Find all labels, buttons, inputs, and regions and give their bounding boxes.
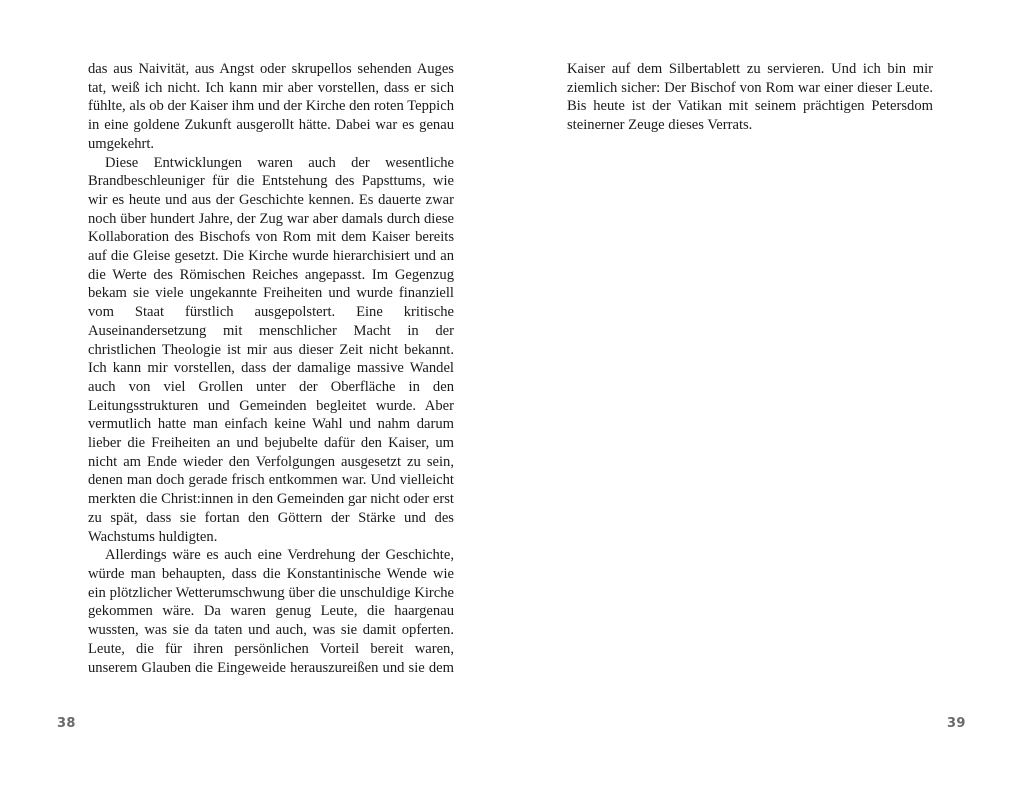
paragraph: Diese Entwicklungen waren auch der wesentliche Brandbeschleuniger für die Entstehung des Papsttums, wie wir es heute und aus der Geschichte kennen. Es dauerte zwar noch über hundert Jahre, der Zug war aber damals durch diese Kollaboration des Bischofs von Rom mit dem Kaiser bereits auf die Gleise gesetzt. Die Kirche wurde hierarchisiert und an die Werte des Römischen Reiches angepasst. Im Gegenzug bekam sie viele ungekannte Freiheiten und wurde finanziell vom Staat fürstlich ausgepolstert. Eine kritische Auseinandersetzung mit menschlicher Macht in der christlichen Theologie ist mir aus dieser Zeit nicht bekannt. Ich kann mir vorstellen, dass der damalige massive Wandel auch von viel Grollen unter der Oberfläche in den Leitungsstrukturen und Gemeinden begleitet wurde. Aber vermutlich hatte man einfach keine Wahl und nahm darum lieber die Freiheiten an und bejubelte dafür den Kaiser, um nicht am Ende wieder den Verfolgungen ausgesetzt zu sein, denen man doch gerade frisch entkommen war. Und vielleicht merkten die Christ:innen in den Gemeinden gar nicht oder erst zu spät, dass sie fortan den Göttern der Stärke und des Wachstums huldigten. xyxy=(88,154,454,545)
page-number-left: 38 xyxy=(57,716,76,731)
right-page-text xyxy=(567,60,933,135)
paragraph: das aus Naivität, aus Angst oder skrupellos sehenden Auges tat, weiß ich nicht. Ich kann mir aber vorstellen, dass er sich fühlte, als ob der Kaiser ihm und der Kirche den roten Teppich in eine goldene Zukunft ausgerollt hätte. Dabei war es genau umgekehrt. xyxy=(88,61,454,152)
page-number-right: 39 xyxy=(947,716,966,731)
paragraph: Allerdings wäre es auch eine Verdrehung der Geschichte, würde man behaupten, dass die Konstantinische Wende wie ein plötzlicher Wetterumschwung über die unschuldige Kirche gekommen wäre. Da waren genug Leute, die haargenau wussten, was sie da taten und auch, was sie damit opferten. Leute, die für ihren persönlichen Vorteil bereit waren, unserem Glauben die Eingeweide herauszureißen und sie dem xyxy=(88,547,454,676)
left-page-text xyxy=(88,60,454,677)
right-page xyxy=(510,0,1020,812)
paragraph: Kaiser auf dem Silbertablett zu servieren. Und ich bin mir ziemlich sicher: Der Bischof von Rom war einer dieser Leute. Bis heute ist der Vatikan mit seinem prächtigen Petersdom steinerner Zeuge dieses Verrats. xyxy=(567,61,933,134)
